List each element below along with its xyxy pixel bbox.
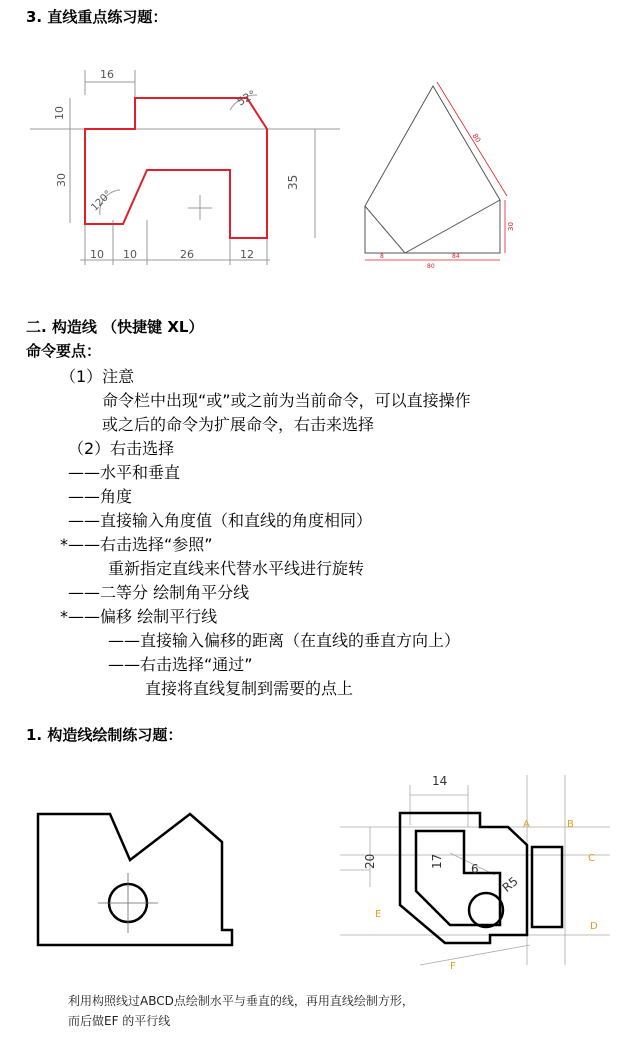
dim-b8: 8 (380, 253, 384, 260)
text-line: 重新指定直线来代替水平线进行旋转 (108, 559, 365, 578)
angle-52: 52° (234, 87, 259, 109)
text-line: *——偏移 绘制平行线 (60, 607, 218, 626)
dim-b1: 10 (90, 248, 104, 261)
point-b: B (567, 819, 574, 830)
pentagon-figure (355, 78, 525, 273)
section-heading-key-points: 命令要点： (26, 342, 102, 360)
dim-16: 16 (100, 68, 114, 81)
construction-exercise-right (320, 765, 620, 980)
construction-exercise-left (30, 800, 250, 950)
section-heading-construction-line: 二. 构造线 （快捷键 XL） (26, 318, 204, 336)
point-e: E (375, 909, 382, 920)
dim-10: 10 (53, 106, 66, 120)
line-exercise-figure (25, 60, 345, 280)
angle-120: 120° (89, 188, 115, 214)
point-f: F (450, 961, 456, 972)
dim-14: 14 (432, 774, 448, 788)
dim-r80: 80 (470, 132, 483, 144)
text-line: ——直接输入偏移的距离（在直线的垂直方向上） (108, 631, 461, 650)
dim-b3: 26 (180, 248, 194, 261)
text-line: （1）注意 (60, 367, 135, 386)
point-c: C (588, 853, 595, 864)
dim-6: 6 (471, 862, 479, 876)
text-line: *——右击选择“参照” (60, 535, 213, 554)
text-line: ——直接输入角度值（和直线的角度相同） (68, 511, 373, 530)
text-line: ——二等分 绘制角平分线 (68, 583, 250, 602)
text-line: （2）右击选择 (68, 439, 175, 458)
dim-b4: 12 (240, 248, 254, 261)
dim-35: 35 (286, 174, 300, 190)
point-a: A (523, 819, 530, 830)
text-line: ——水平和垂直 (68, 463, 181, 482)
dim-r30: 30 (507, 222, 515, 231)
text-line: 或之后的命令为扩展命令，右击来选择 (102, 415, 375, 434)
dim-20: 20 (363, 853, 377, 869)
note-line-2: 而后做EF 的平行线 (68, 1014, 171, 1028)
text-line: ——角度 (68, 487, 133, 506)
dim-b2: 10 (123, 248, 137, 261)
dim-b80: 80 (427, 263, 435, 270)
dim-17: 17 (430, 853, 444, 869)
red-outline-shape (85, 98, 267, 238)
dim-30: 30 (55, 173, 68, 187)
dim-r5: R5 (499, 873, 521, 895)
text-line: 直接将直线复制到需要的点上 (145, 679, 354, 698)
text-line: ——右击选择“通过” (108, 655, 253, 674)
section-heading-exercise: 1. 构造线绘制练习题： (26, 726, 183, 744)
point-d: D (590, 921, 598, 932)
note-line-1: 利用构照线过ABCD点绘制水平与垂直的线，再用直线绘制方形， (68, 994, 414, 1008)
dim-b84: 84 (452, 253, 460, 260)
text-line: 命令栏中出现“或”或之前为当前命令，可以直接操作 (102, 391, 471, 410)
section-heading-3: 3. 直线重点练习题： (26, 8, 168, 26)
